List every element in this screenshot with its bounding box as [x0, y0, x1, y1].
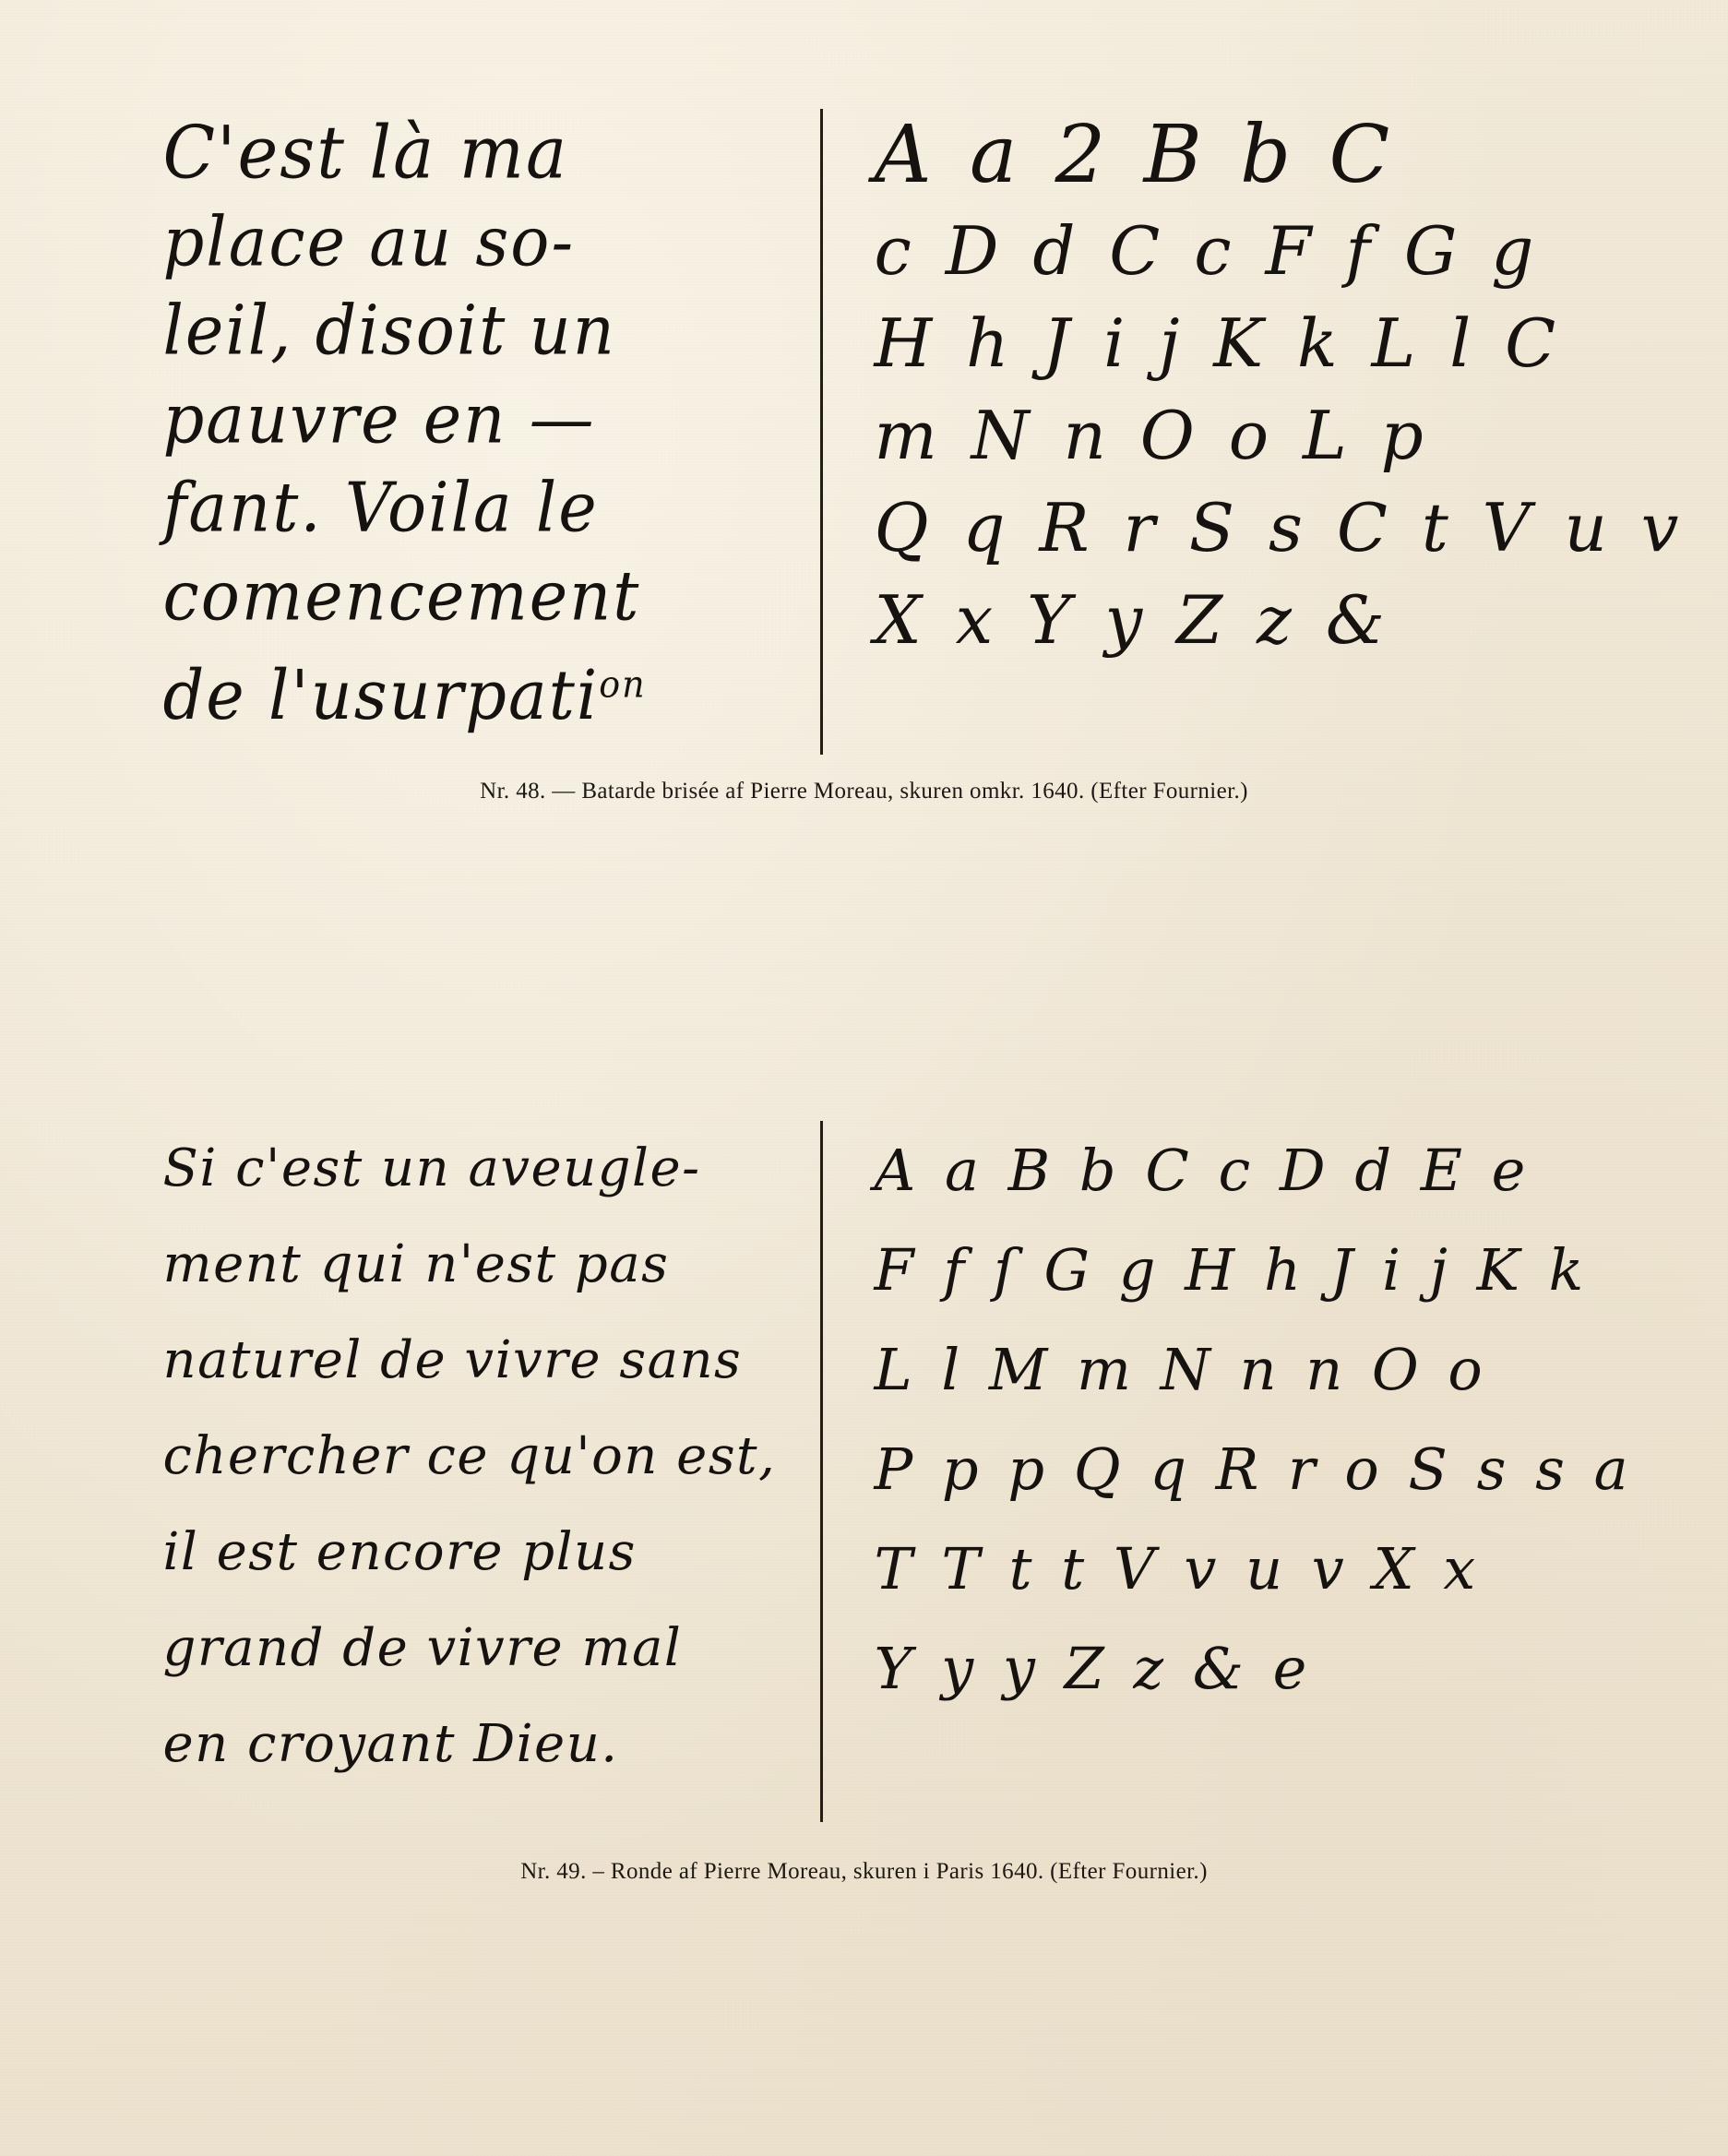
specimen-line: [163, 1409, 796, 1505]
alphabet-row-text: P p p Q q R r o S s s a: [874, 1435, 1634, 1503]
specimen-line: [163, 283, 796, 377]
alphabet-row-text: T T t t V v u v X x: [874, 1535, 1482, 1602]
plate-nr-49: [0, 1121, 1728, 1885]
specimen-line-text: ment qui n'est pas: [162, 1234, 670, 1294]
specimen-line-text: naturel de vivre sans: [162, 1330, 743, 1390]
alphabet-column-49: [823, 1121, 1634, 1822]
alphabet-row-text: Q q R r S s C t V u v: [874, 489, 1686, 566]
specimen-line: [163, 460, 796, 554]
specimen-line: [163, 1121, 796, 1217]
specimen-line: [163, 1697, 796, 1793]
specimen-line-text: il est encore plus: [162, 1522, 637, 1582]
alphabet-row: [874, 1420, 1634, 1519]
alphabet-column-48: [823, 109, 1686, 755]
alphabet-row-text: F f ſ G g H h J i j K k: [874, 1236, 1590, 1304]
figure-caption-48: Nr. 48. — Batarde brisée af Pierre Moreau, skuren omkr. 1640. (Efter Fournier.): [480, 779, 1248, 804]
specimen-block-48: [162, 109, 1686, 755]
alphabet-row: [875, 574, 1566, 666]
specimen-line-text: place au so-: [162, 201, 576, 282]
specimen-line: [163, 1313, 796, 1409]
specimen-superscript: on: [599, 662, 647, 706]
alphabet-row: [875, 297, 1566, 389]
plate-nr-48: [0, 109, 1728, 804]
alphabet-row-text: A a B b C c D d E e: [874, 1137, 1531, 1204]
specimen-line: [163, 106, 796, 200]
alphabet-row: [875, 1121, 1566, 1221]
specimen-line: [163, 549, 796, 643]
specimen-line-text: en croyant Dieu.: [162, 1714, 619, 1774]
specimen-line: [163, 637, 796, 742]
alphabet-row-text: L l M m N n n O o: [874, 1336, 1488, 1403]
specimen-line-text: chercher ce qu'on est,: [162, 1426, 777, 1486]
alphabet-row-text: X x Y y Z z &: [874, 581, 1391, 659]
specimen-text-column-48: [163, 109, 820, 755]
specimen-line: [163, 195, 796, 289]
specimen-block-49: [162, 1121, 1634, 1822]
alphabet-row: [874, 482, 1686, 574]
specimen-line-text: C'est là ma: [162, 111, 569, 196]
alphabet-row-text: H h J i j K k L l C: [874, 304, 1563, 382]
specimen-line-text: grand de vivre mal: [162, 1618, 683, 1678]
specimen-line: [163, 1505, 796, 1601]
specimen-line-text: pauvre en —: [162, 378, 596, 459]
specimen-line-text: leil, disoit un: [162, 290, 616, 371]
alphabet-row-text: m N n O o L p: [874, 397, 1430, 474]
figure-caption-49: Nr. 49. – Ronde af Pierre Moreau, skuren i Paris 1640. (Efter Fournier.): [520, 1859, 1208, 1884]
specimen-line: [163, 372, 796, 466]
specimen-line: [163, 1217, 796, 1313]
specimen-line-text: de l'usurpati: [162, 654, 600, 735]
alphabet-row: [874, 1221, 1590, 1320]
alphabet-row: [875, 1619, 1566, 1719]
specimen-line: [163, 1601, 796, 1697]
alphabet-row: [875, 389, 1566, 482]
alphabet-row: [875, 1519, 1566, 1619]
alphabet-row-text: Y y y Z z & e: [874, 1635, 1313, 1702]
specimen-text-column-49: [163, 1121, 820, 1822]
alphabet-row-text: c D d C c F f G g: [874, 212, 1541, 290]
alphabet-row: [875, 205, 1566, 297]
alphabet-row: [875, 109, 1566, 205]
specimen-line-text: comencement: [162, 555, 641, 637]
alphabet-row: [875, 1320, 1566, 1420]
alphabet-row-text: A a 2 B b C: [874, 109, 1397, 201]
specimen-line-text: Si c'est un aveugle-: [162, 1138, 701, 1198]
specimen-line-text: fant. Voila le: [162, 467, 599, 548]
